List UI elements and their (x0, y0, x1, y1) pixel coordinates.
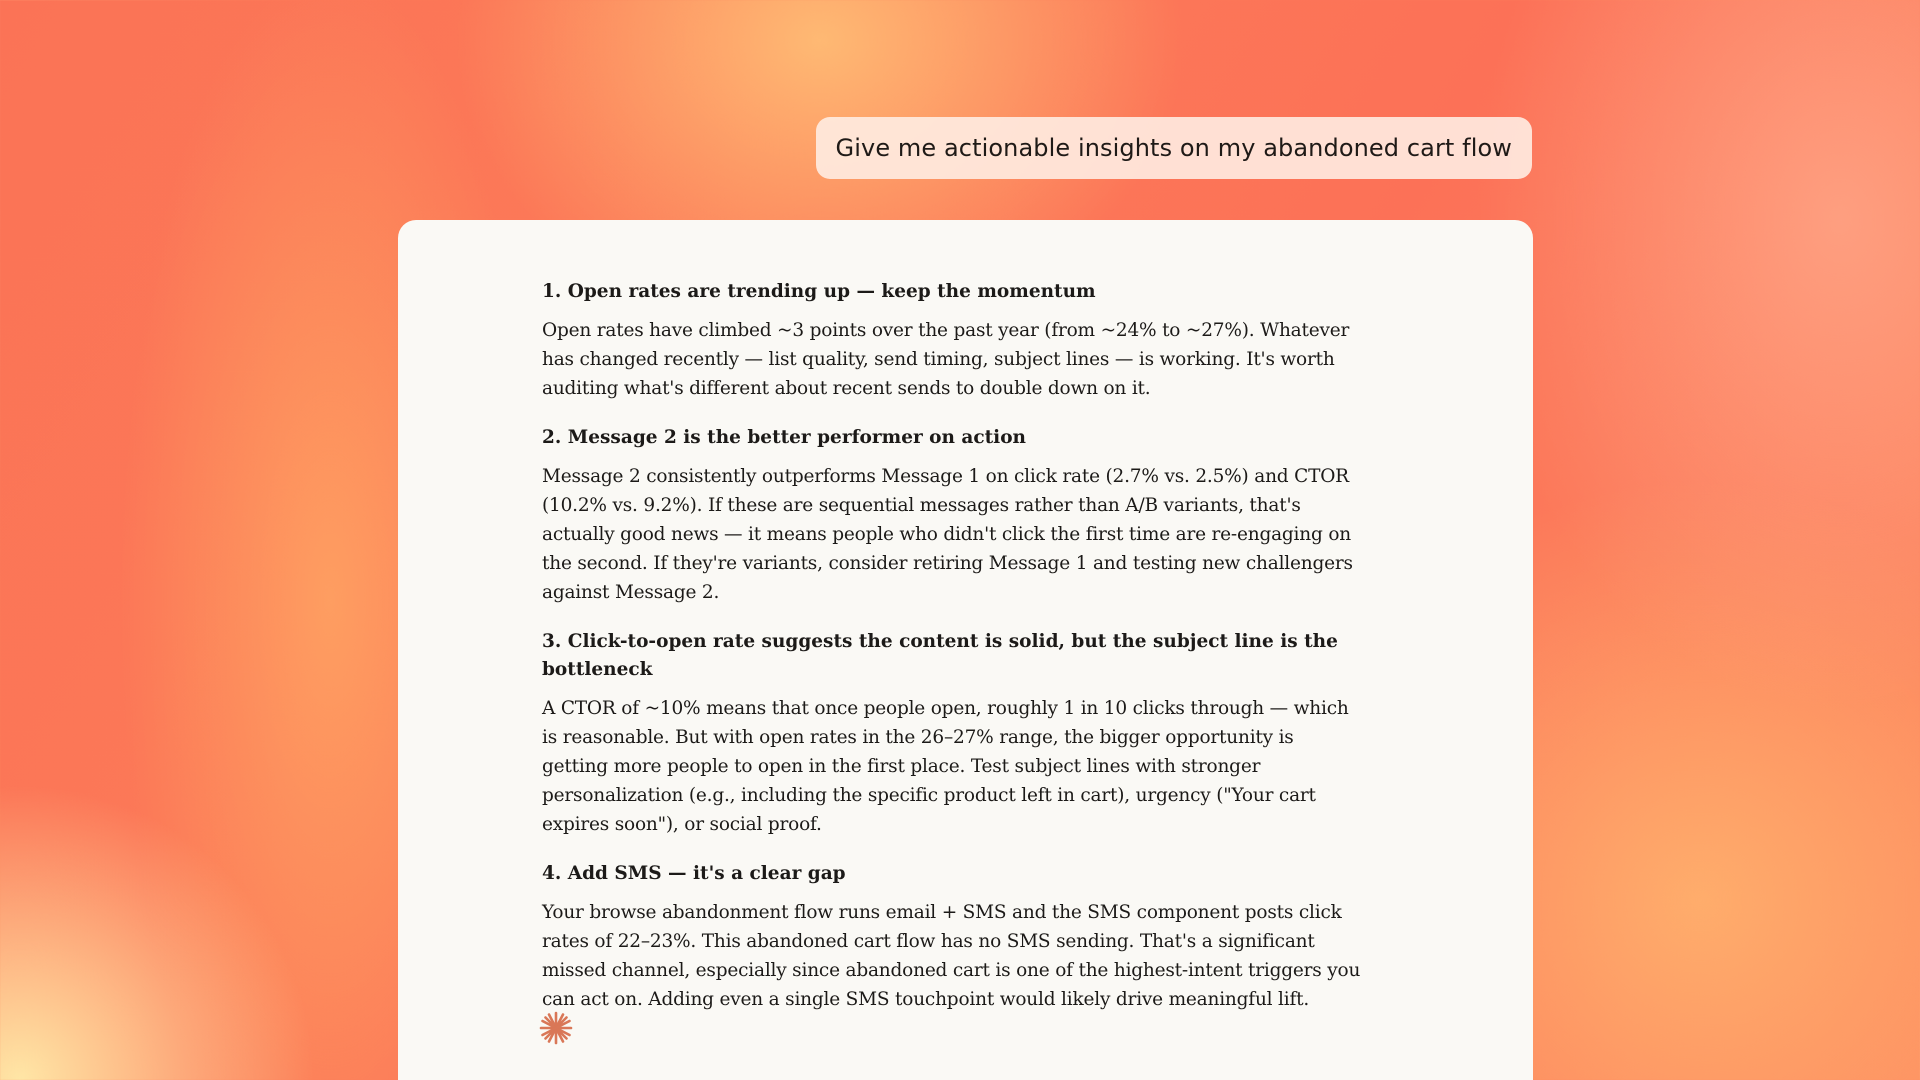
insight-section (542, 628, 1362, 839)
claude-spark-icon (538, 1010, 574, 1046)
insight-section (542, 860, 1362, 1014)
insight-body: A CTOR of ~10% means that once people open, roughly 1 in 10 clicks through — which is reasonable. But with open rates in the 26–27% range, the bigger opportunity is getting more people to open in the first place. Test subject lines with stronger personalization (e.g., including the specific product left in cart), urgency ("Your cart expires soon"), or social proof. (542, 698, 1349, 835)
response-content (542, 278, 1362, 1035)
insight-section (542, 278, 1362, 403)
insight-heading: 4. Add SMS — it's a clear gap (542, 863, 846, 884)
insight-heading: 3. Click-to-open rate suggests the content is solid, but the subject line is the bottleneck (542, 631, 1338, 680)
insight-heading: 2. Message 2 is the better performer on action (542, 427, 1026, 448)
insight-body: Message 2 consistently outperforms Message 1 on click rate (2.7% vs. 2.5%) and CTOR (10.2% vs. 9.2%). If these are sequential messages rather than A/B variants, that's actually good news — it means people who didn't click the first time are re-engaging on the second. If they're variants, consider retiring Message 1 and testing new challengers against Message 2. (542, 466, 1353, 603)
assistant-response-card (398, 220, 1533, 1080)
insight-section (542, 424, 1362, 607)
user-message-bubble (816, 117, 1532, 179)
insight-heading: 1. Open rates are trending up — keep the momentum (542, 281, 1096, 302)
user-message-text: Give me actionable insights on my abandoned cart flow (835, 134, 1512, 162)
insight-body: Your browse abandonment flow runs email + SMS and the SMS component posts click rates of 22–23%. This abandoned cart flow has no SMS sending. That's a significant missed channel, especially since abandoned cart is one of the highest-intent triggers you can act on. Adding even a single SMS touchpoint would likely drive meaningful lift. (542, 902, 1361, 1010)
insight-body: Open rates have climbed ~3 points over the past year (from ~24% to ~27%). Whatever has changed recently — list quality, send timing, subject lines — is working. It's worth auditing what's different about recent sends to double down on it. (542, 320, 1350, 399)
